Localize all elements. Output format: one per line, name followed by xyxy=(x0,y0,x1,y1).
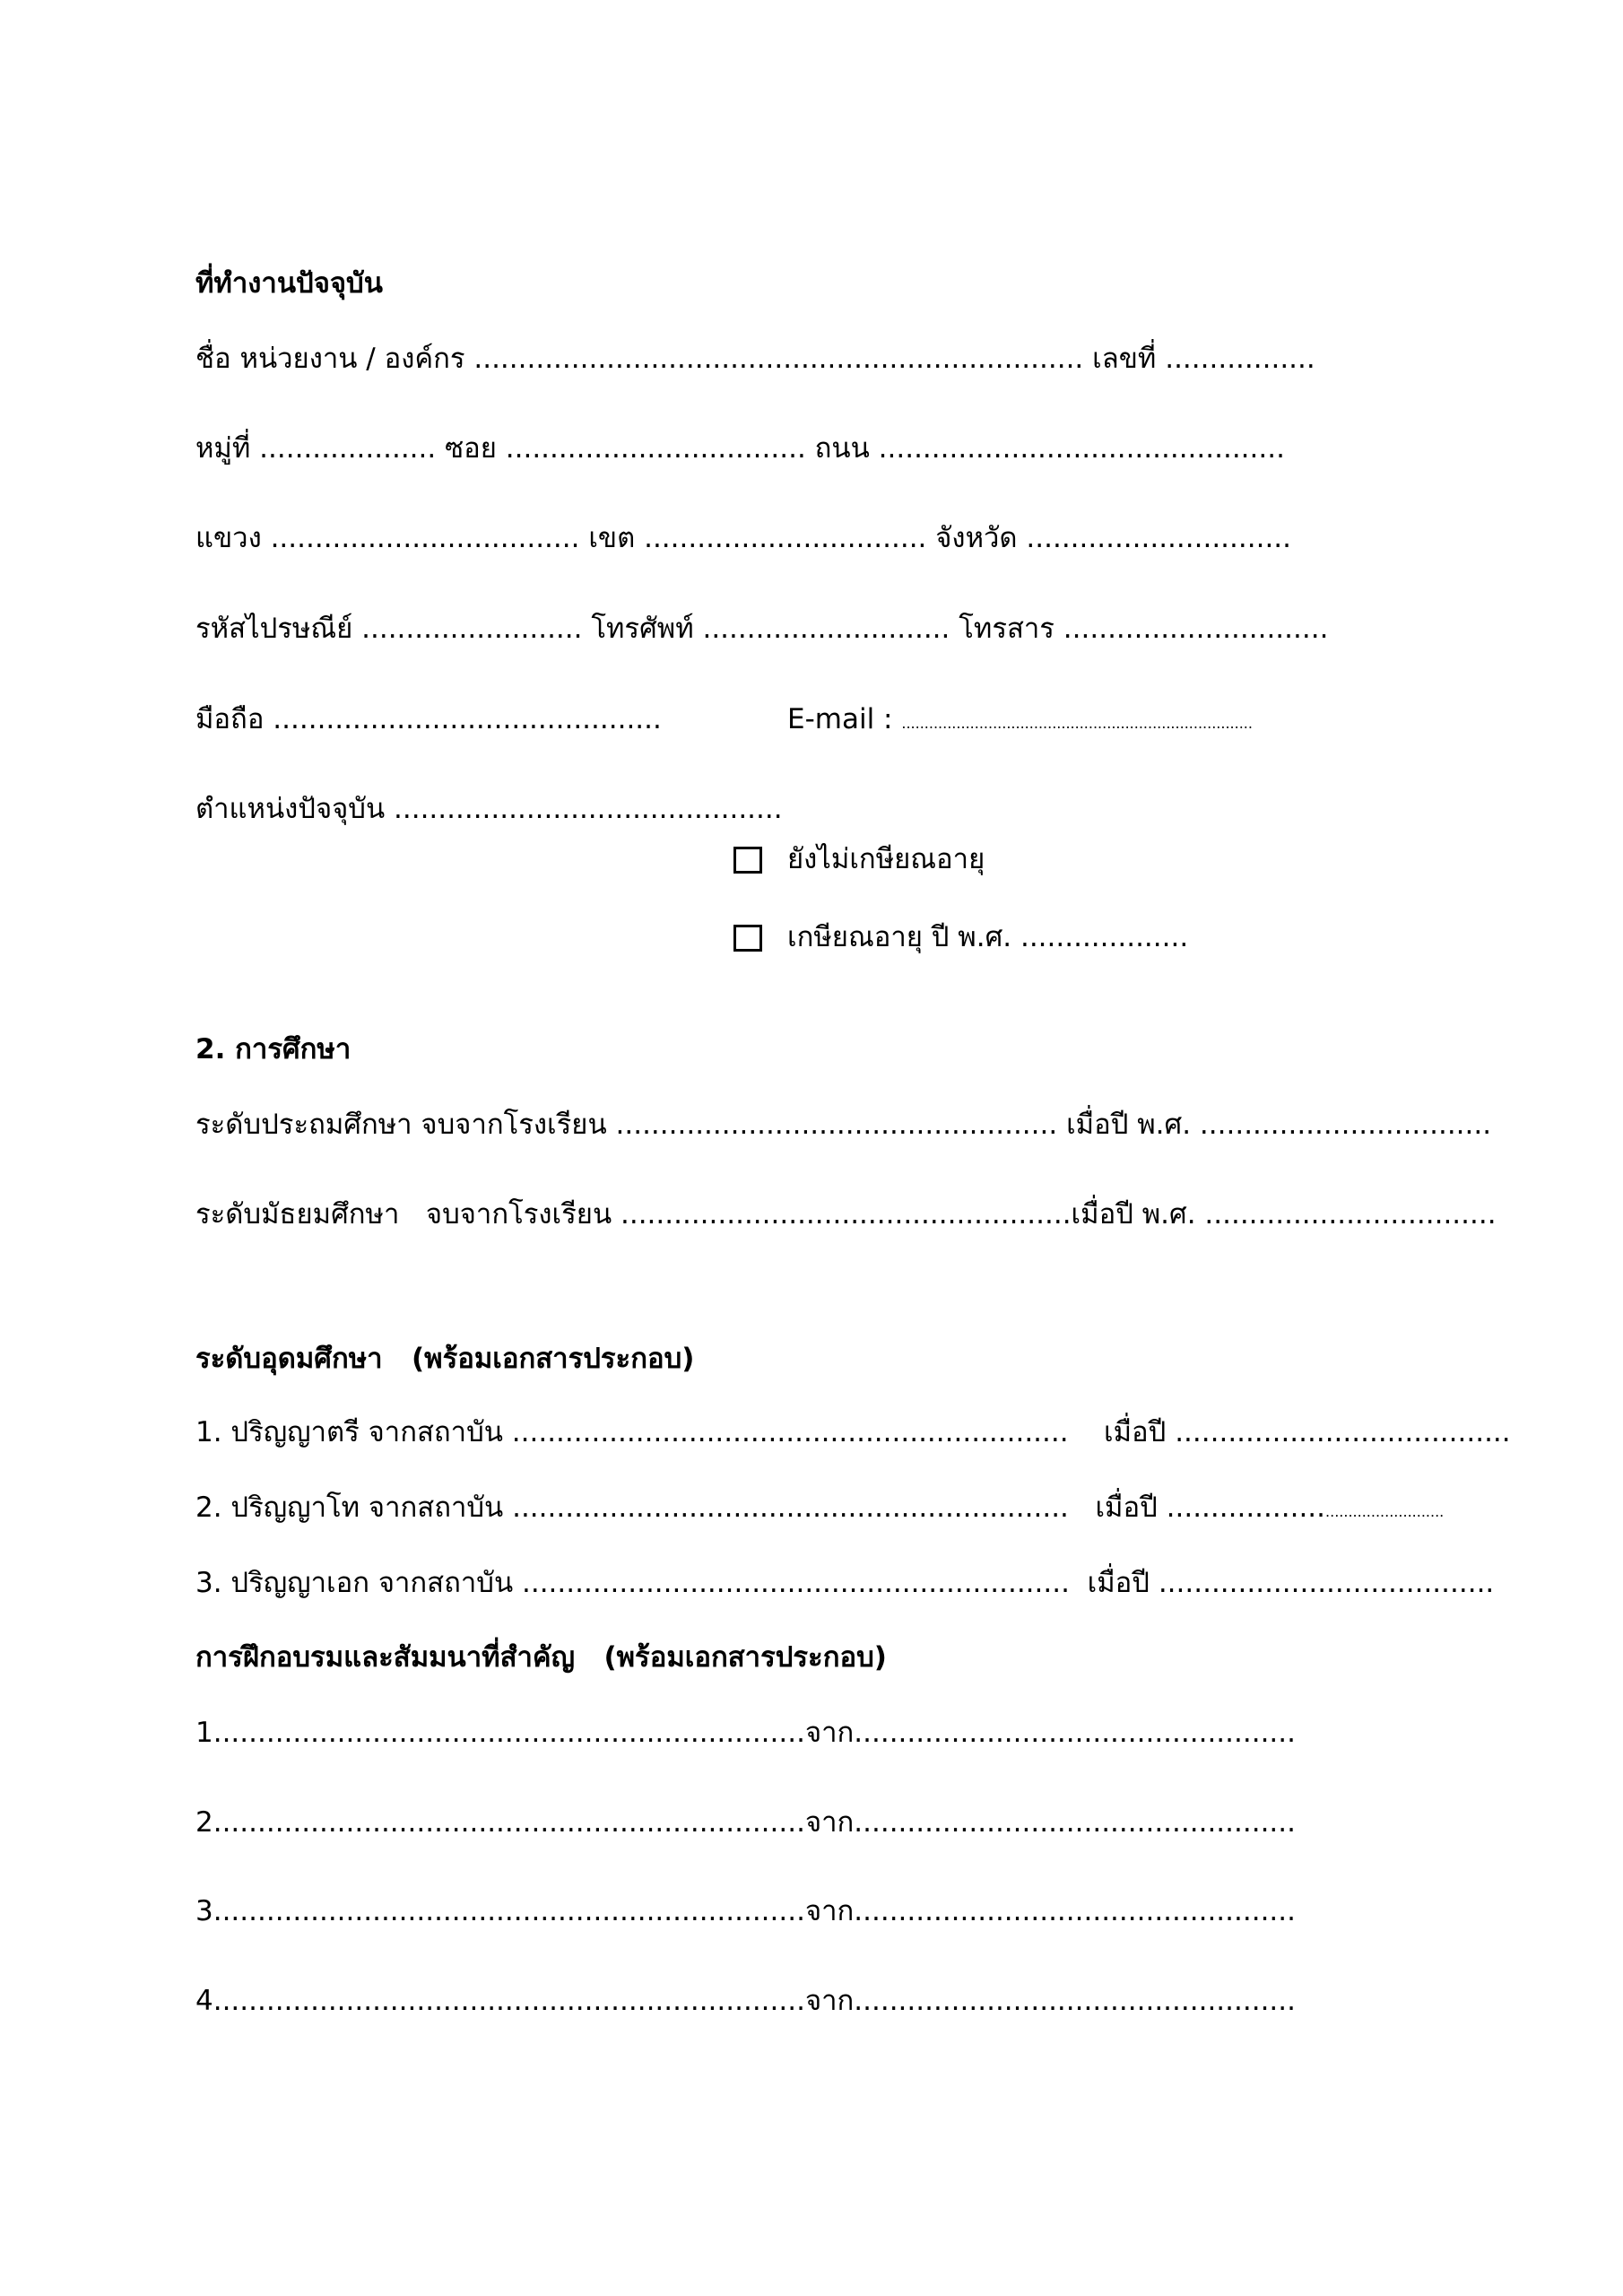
workplace-heading: ที่ทำงานปัจจุบัน xyxy=(195,267,383,300)
education-heading: 2. การศึกษา xyxy=(195,1033,352,1065)
org-name-field[interactable]: ชื่อ หน่วยงาน / องค์กร ..................................................................... เลขที่ ................. xyxy=(195,343,1315,375)
training-item-4[interactable]: 4...................................................................จาก.................................................. xyxy=(195,1985,1296,2017)
not-retired-checkbox[interactable] xyxy=(733,847,762,874)
master-degree-text: 2. ปริญญาโท จากสถาบัน ............................................................... เมื่อปี .................. xyxy=(195,1492,1326,1524)
khwaeng-khet-province-field[interactable]: แขวง ................................... เขต ................................ จังหวัด .............................. xyxy=(195,522,1292,554)
master-degree-field[interactable] xyxy=(195,1488,1444,1532)
higher-education-heading: ระดับอุดมศึกษา (พร้อมเอกสารประกอบ) xyxy=(195,1343,695,1375)
training-item-3[interactable]: 3...................................................................จาก.................................................. xyxy=(195,1895,1296,1927)
master-degree-dots: .......................... xyxy=(1325,1503,1445,1520)
not-retired-label: ยังไม่เกษียณอายุ xyxy=(787,843,985,875)
doctoral-degree-field[interactable]: 3. ปริญญาเอก จากสถาบัน .............................................................. เมื่อปี ...................................... xyxy=(195,1567,1495,1599)
moo-soi-road-field[interactable]: หมู่ที่ .................... ซอย .................................. ถนน .............................................. xyxy=(195,432,1285,465)
retired-year-field[interactable]: เกษียณอายุ ปี พ.ศ. ................... xyxy=(787,921,1189,953)
mobile-field[interactable]: มือถือ ............................................ xyxy=(195,703,662,735)
current-position-field[interactable]: ตำแหน่งปัจจุบัน ............................................ xyxy=(195,793,783,825)
training-heading: การฝึกอบรมและสัมมนาที่สำคัญ (พร้อมเอกสารประกอบ) xyxy=(195,1641,887,1674)
email-dots: ............................................................................. xyxy=(901,715,1253,732)
postal-phone-fax-field[interactable]: รหัสไปรษณีย์ ......................... โทรศัพท์ ............................ โทรสาร .............................. xyxy=(195,613,1329,645)
email-label: E-mail : xyxy=(787,703,902,735)
secondary-school-field[interactable]: ระดับมัธยมศึกษา จบจากโรงเรียน ...................................................เมื่อปี พ.ศ. ................................. xyxy=(195,1198,1497,1231)
email-field[interactable] xyxy=(787,700,1253,744)
bachelor-degree-field[interactable]: 1. ปริญญาตรี จากสถาบัน ............................................................... เมื่อปี ...................................... xyxy=(195,1416,1511,1448)
primary-school-field[interactable]: ระดับประถมศึกษา จบจากโรงเรียน .................................................. เมื่อปี พ.ศ. ................................. xyxy=(195,1109,1492,1141)
training-item-2[interactable]: 2...................................................................จาก.................................................. xyxy=(195,1806,1296,1839)
training-item-1[interactable]: 1...................................................................จาก.................................................. xyxy=(195,1717,1296,1749)
retired-checkbox[interactable] xyxy=(733,925,762,952)
